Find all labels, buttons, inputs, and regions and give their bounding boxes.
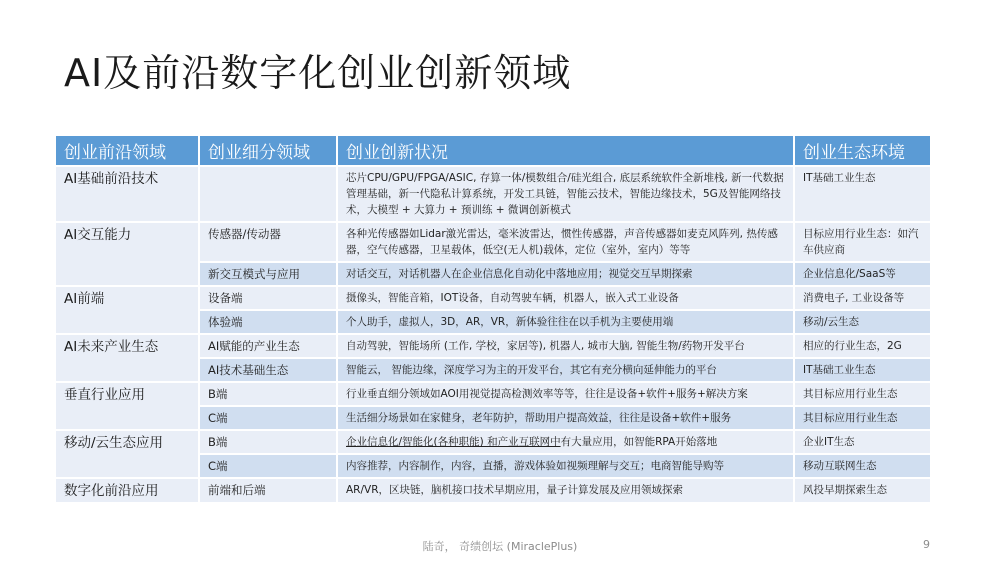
status-cell: 芯片CPU/GPU/FPGA/ASIC, 存算一体/模数组合/硅光组合, 底层系统软件全新堆栈, 新一代数据管理基础，新一代隐私计算系统，开发工具链，智能云技术，智能边缘技术，5G及智能网络技术，大模型 + 大算力 + 预训练 + 微调创新模式 xyxy=(337,166,794,222)
status-cell: 对话交互，对话机器人在企业信息化自动化中落地应用；视觉交互早期探索 xyxy=(337,262,794,286)
sub-domain-cell: 新交互模式与应用 xyxy=(199,262,337,286)
ecosystem-cell: IT基础工业生态 xyxy=(794,166,930,222)
table-row xyxy=(56,286,930,310)
ecosystem-cell: 移动/云生态 xyxy=(794,310,930,334)
sub-domain-cell xyxy=(199,166,337,222)
table-row xyxy=(56,222,930,262)
ecosystem-cell: 其目标应用行业生态 xyxy=(794,382,930,406)
domain-cell: 垂直行业应用 xyxy=(56,382,199,430)
status-cell: 行业垂直细分领域如AOI用视觉提高检测效率等等，往往是设备+软件+服务+解决方案 xyxy=(337,382,794,406)
sub-domain-cell: B端 xyxy=(199,382,337,406)
ecosystem-cell: IT基础工业生态 xyxy=(794,358,930,382)
ecosystem-cell: 风投早期探索生态 xyxy=(794,478,930,502)
status-cell: 内容推荐，内容制作，内容，直播，游戏体验如视频理解与交互；电商智能导购等 xyxy=(337,454,794,478)
innovation-table xyxy=(56,136,930,502)
ecosystem-cell: 企业IT生态 xyxy=(794,430,930,454)
domain-cell: AI交互能力 xyxy=(56,222,199,286)
table-row xyxy=(56,478,930,502)
table-row xyxy=(56,166,930,222)
status-cell: AR/VR，区块链，脑机接口技术早期应用，量子计算发展及应用领域探索 xyxy=(337,478,794,502)
header-ecosystem: 创业生态环境 xyxy=(794,136,930,166)
page-number: 9 xyxy=(923,538,930,551)
sub-domain-cell: 传感器/传动器 xyxy=(199,222,337,262)
status-cell xyxy=(337,430,794,454)
status-cell: 个人助手，虚拟人，3D，AR，VR，新体验往往在以手机为主要使用端 xyxy=(337,310,794,334)
domain-cell: 数字化前沿应用 xyxy=(56,478,199,502)
ecosystem-cell: 其目标应用行业生态 xyxy=(794,406,930,430)
domain-cell: AI前端 xyxy=(56,286,199,334)
ecosystem-cell: 企业信息化/SaaS等 xyxy=(794,262,930,286)
status-cell: 智能云， 智能边缘，深度学习为主的开发平台，其它有充分横向延伸能力的平台 xyxy=(337,358,794,382)
table-header-row xyxy=(56,136,930,166)
domain-cell: AI未来产业生态 xyxy=(56,334,199,382)
table-row xyxy=(56,382,930,406)
slide-title: AI及前沿数字化创业创新领域 xyxy=(64,51,572,95)
status-cell: 生活细分场景如在家健身，老年防护，帮助用户提高效益，往往是设备+软件+服务 xyxy=(337,406,794,430)
sub-domain-cell: B端 xyxy=(199,430,337,454)
status-cell: 自动驾驶，智能场所 (工作, 学校，家居等), 机器人, 城市大脑, 智能生物/药物开发平台 xyxy=(337,334,794,358)
innovation-table-container xyxy=(56,136,930,502)
sub-domain-cell: C端 xyxy=(199,406,337,430)
table-row xyxy=(56,334,930,358)
sub-domain-cell: 设备端 xyxy=(199,286,337,310)
ecosystem-cell: 移动互联网生态 xyxy=(794,454,930,478)
domain-cell: AI基础前沿技术 xyxy=(56,166,199,222)
ecosystem-cell: 相应的行业生态，2G xyxy=(794,334,930,358)
ecosystem-cell: 目标应用行业生态：如汽车供应商 xyxy=(794,222,930,262)
sub-domain-cell: AI赋能的产业生态 xyxy=(199,334,337,358)
status-text: 有大量应用，如智能RPA开始落地 xyxy=(560,436,718,448)
sub-domain-cell: AI技术基础生态 xyxy=(199,358,337,382)
status-cell: 各种光传感器如Lidar激光雷达，毫米波雷达，惯性传感器，声音传感器如麦克风阵列, 热传感器，空气传感器，卫星载体，低空(无人机)载体，定位（室外，室内）等等 xyxy=(337,222,794,262)
header-innovation-status: 创业创新状况 xyxy=(337,136,794,166)
table-row xyxy=(56,430,930,454)
footer-source: 陆奇， 奇绩创坛 (MiraclePlus) xyxy=(422,540,578,553)
header-frontier-domain: 创业前沿领域 xyxy=(56,136,199,166)
sub-domain-cell: 前端和后端 xyxy=(199,478,337,502)
ecosystem-cell: 消费电子, 工业设备等 xyxy=(794,286,930,310)
header-sub-domain: 创业细分领域 xyxy=(199,136,337,166)
domain-cell: 移动/云生态应用 xyxy=(56,430,199,478)
status-cell: 摄像头，智能音箱，IOT设备，自动驾驶车辆，机器人，嵌入式工业设备 xyxy=(337,286,794,310)
sub-domain-cell: 体验端 xyxy=(199,310,337,334)
status-text-underlined: 企业信息化/智能化(各种职能) 和产业互联网中 xyxy=(346,436,561,448)
sub-domain-cell: C端 xyxy=(199,454,337,478)
